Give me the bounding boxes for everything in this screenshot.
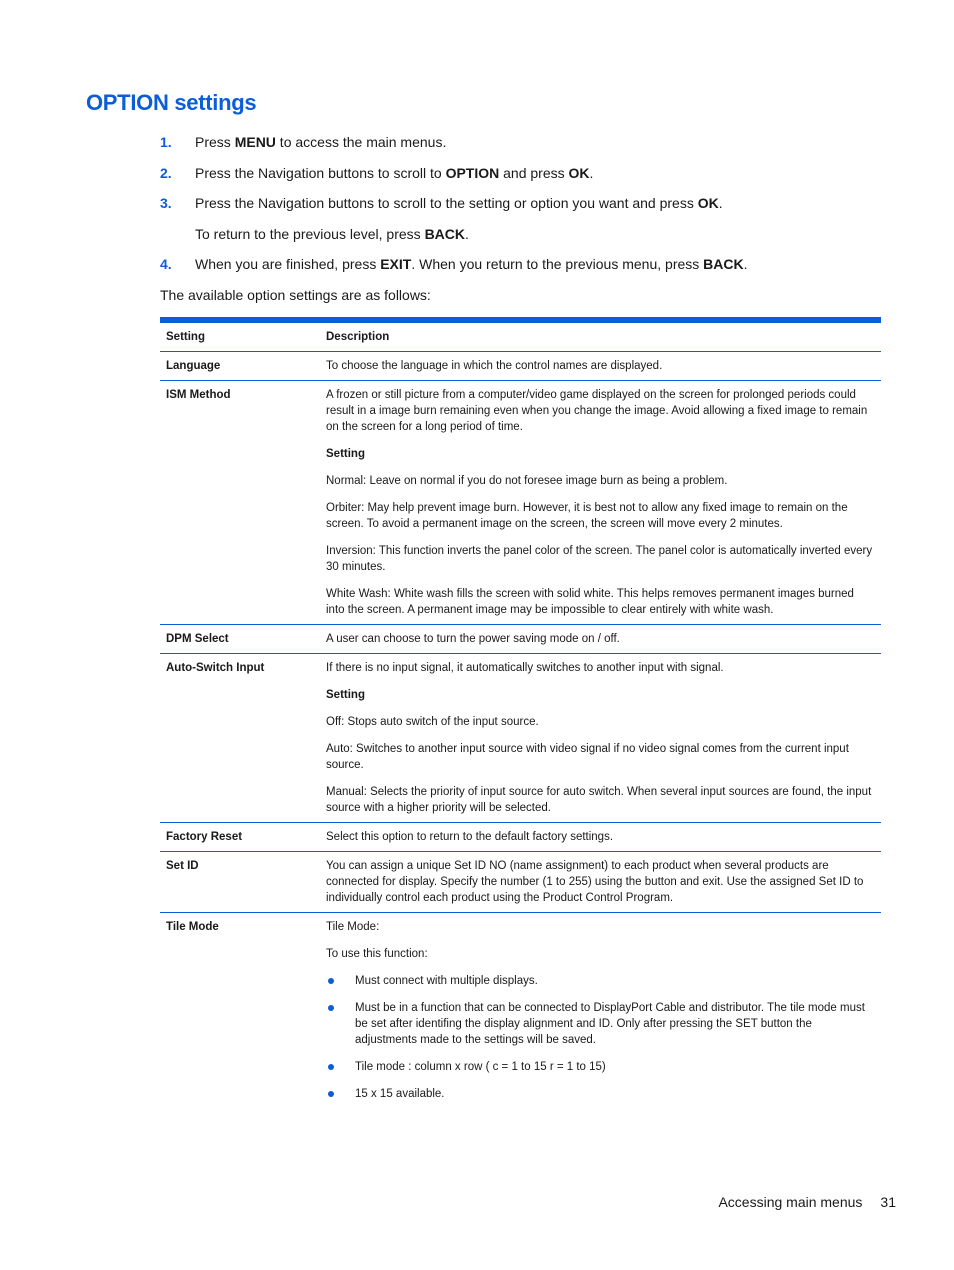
setting-name: ISM Method xyxy=(166,389,231,401)
table-header-row xyxy=(160,323,881,352)
setting-name: DPM Select xyxy=(166,633,229,645)
sub-heading: Setting xyxy=(326,448,365,460)
list-item: Must be in a function that can be connected to DisplayPort Cable and distributor. The tile mode must be set after identifing the display alignment and ID. Only after pressing the SET button the adjustments made to the settings will be saved. xyxy=(326,1000,875,1048)
description-text: You can assign a unique Set ID NO (name assignment) to each product when several products are connected for display. Specify the number (1 to 255) using the button and exit. Use the assigned Set ID to individually control each product using the Product Control Program. xyxy=(326,860,864,904)
setting-description xyxy=(326,858,881,906)
option-manual: Manual: Selects the priority of input source for auto switch. When several input sources are found, the input source with a higher priority will be selected. xyxy=(326,786,872,814)
setting-description xyxy=(326,358,881,374)
description-text: A user can choose to turn the power saving mode on / off. xyxy=(326,633,620,645)
step-text: To return to the previous level, press xyxy=(195,225,425,242)
setting-name: Auto-Switch Input xyxy=(166,662,265,674)
step-key: MENU xyxy=(234,134,276,150)
page-footer xyxy=(700,1192,896,1212)
option-inversion: Inversion: This function inverts the panel color of the screen. The panel color is automatically inverted every 30 minutes. xyxy=(326,545,873,573)
step-4 xyxy=(160,254,890,285)
step-1 xyxy=(160,132,890,163)
header-setting: Setting xyxy=(166,331,205,343)
table-row-factory-reset xyxy=(160,823,881,852)
option-settings-table xyxy=(160,317,881,1119)
step-text: Press the Navigation buttons to scroll to xyxy=(195,164,446,181)
setting-description xyxy=(326,387,881,618)
option-auto: Auto: Switches to another input source with video signal if no video signal comes from the current input source. xyxy=(326,743,849,771)
step-text: Press the Navigation buttons to scroll to the setting or option you want and press xyxy=(195,195,698,211)
table-row-set-id xyxy=(160,852,881,913)
step-key: OPTION xyxy=(445,164,500,181)
step-key: BACK xyxy=(703,256,744,272)
list-item: Must connect with multiple displays. xyxy=(326,973,875,989)
option-off: Off: Stops auto switch of the input source. xyxy=(326,716,539,728)
description-text: To use this function: xyxy=(326,948,428,960)
setting-description xyxy=(326,829,881,845)
step-number: 4. xyxy=(160,256,172,272)
step-3 xyxy=(160,193,890,224)
step-text: to access the main menus. xyxy=(275,134,447,150)
table-row-auto-switch-input xyxy=(160,654,881,823)
option-white-wash: White Wash: White wash fills the screen with solid white. This helps removes permanent images burned into the screen. A permanent image may be impossible to clear entirely with white wash. xyxy=(326,588,854,616)
header-description: Description xyxy=(326,331,390,343)
step-text: . When you return to the previous menu, press xyxy=(411,256,704,272)
step-text: and press xyxy=(499,164,569,181)
setting-name: Set ID xyxy=(166,860,199,872)
intro-text: The available option settings are as follows: xyxy=(160,287,431,303)
setting-description xyxy=(326,631,881,647)
page-title: OPTION settings xyxy=(86,90,257,115)
steps-list xyxy=(160,132,890,285)
step-number: 2. xyxy=(160,164,172,181)
table-row-tile-mode xyxy=(160,913,881,1119)
step-key: OK xyxy=(568,164,590,181)
table-row-dpm-select xyxy=(160,625,881,654)
setting-description xyxy=(326,919,881,1113)
step-text: . xyxy=(589,164,594,181)
description-text: Select this option to return to the default factory settings. xyxy=(326,831,614,843)
step-text: . xyxy=(718,195,723,211)
step-number: 3. xyxy=(160,195,172,211)
step-key: OK xyxy=(697,195,719,211)
step-text: . xyxy=(743,256,748,272)
table-row-language xyxy=(160,352,881,381)
setting-name: Factory Reset xyxy=(166,831,243,843)
step-text: Press xyxy=(195,134,235,150)
step-number: 1. xyxy=(160,134,172,150)
table-row-ism-method xyxy=(160,381,881,625)
option-orbiter: Orbiter: May help prevent image burn. However, it is best not to allow any fixed image to remain on the screen. To avoid a permanent image on the screen, the screen will move every 2 minutes. xyxy=(326,502,848,530)
tile-mode-bullets xyxy=(326,973,875,1102)
footer-section: Accessing main menus xyxy=(718,1194,863,1210)
step-3-note xyxy=(160,224,890,255)
step-text: . xyxy=(465,225,469,242)
step-2 xyxy=(160,163,890,194)
setting-name: Language xyxy=(166,360,221,372)
page-number: 31 xyxy=(880,1194,896,1210)
step-key: EXIT xyxy=(380,256,412,272)
step-key: BACK xyxy=(424,225,466,242)
setting-description xyxy=(326,660,881,816)
step-text: When you are finished, press xyxy=(195,256,381,272)
description-text: Tile Mode: xyxy=(326,921,380,933)
description-text: A frozen or still picture from a computer/video game displayed on the screen for prolonged periods could result in a image burn remaining even when you change the image. Avoid allowing a fixed image to remain on the screen for a long period of time. xyxy=(326,389,868,433)
option-normal: Normal: Leave on normal if you do not foresee image burn as being a problem. xyxy=(326,475,728,487)
list-item: 15 x 15 available. xyxy=(326,1086,875,1102)
description-text: If there is no input signal, it automatically switches to another input with signal. xyxy=(326,662,724,674)
sub-heading: Setting xyxy=(326,689,365,701)
setting-name: Tile Mode xyxy=(166,921,219,933)
description-text: To choose the language in which the control names are displayed. xyxy=(326,360,663,372)
list-item: Tile mode : column x row ( c = 1 to 15 r = 1 to 15) xyxy=(326,1059,875,1075)
